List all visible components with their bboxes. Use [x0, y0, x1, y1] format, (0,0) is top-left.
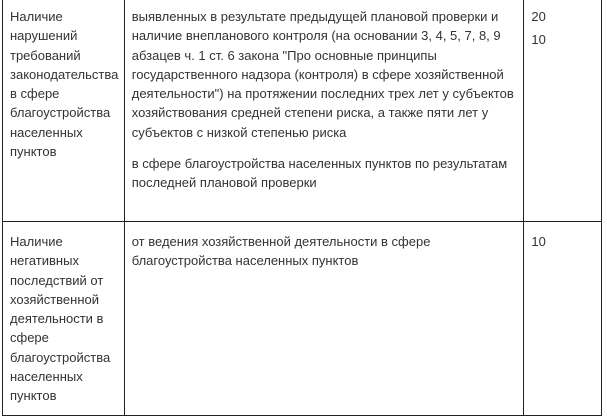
description-text: выявленных в результате предыдущей плановой проверки и наличие внепланового контроля (на основании 3, 4, 5, 7, 8, 9 абзацев ч. 1 ст. 6 закона "Про основные принципы государственного надзора (контроля) в сфере хозяйственной деятельности") на протяжении последних трех лет у субъектов хозяйствования средней степени риска, а также пяти лет у субъектов с низкой степенью риска [131, 9, 514, 140]
score-cell [524, 222, 602, 416]
score-value: 10 [531, 234, 546, 249]
table-row [3, 222, 602, 416]
score-value-secondary: 10 [531, 32, 546, 48]
description-text: от ведения хозяйственной деятельности в сфере благоустройства населенных пунктов [131, 234, 431, 269]
description-cell [124, 0, 524, 222]
criterion-cell [3, 222, 125, 416]
criterion-text: Наличие нарушений требований законодательства в сфере благоустройства населенных пунктов [10, 9, 119, 160]
score-cell [524, 0, 602, 222]
description-text-secondary: в сфере благоустройства населенных пунктов по результатам последней плановой проверки [131, 156, 508, 191]
criterion-cell [3, 0, 125, 222]
description-cell [124, 222, 524, 416]
table-row [3, 0, 602, 222]
criterion-text: Наличие негативных последствий от хозяйственной деятельности в сфере благоустройства населенных пунктов [10, 234, 111, 404]
criteria-table [2, 0, 602, 416]
score-value: 20 [531, 9, 546, 24]
